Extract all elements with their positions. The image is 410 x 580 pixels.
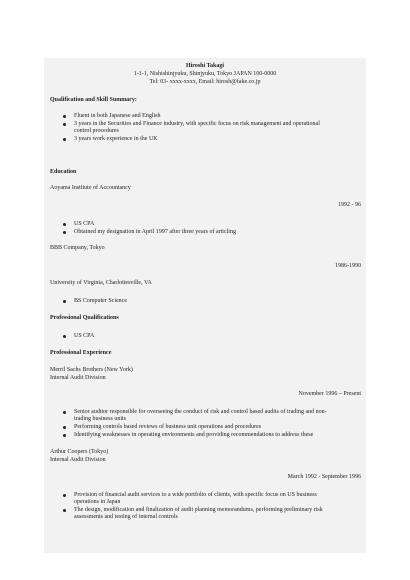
education-item: Obtained my designation in April 1997 after three years of articling [74,229,236,235]
summary-item: 3 years work experience in the UK [74,136,158,142]
job-duty: Senior auditor responsible for overseeing the conduct of risk and control based audits of trading and non-trading business units [74,409,334,423]
education-institution: Aoyama Institute of Accountancy [50,185,131,191]
education-item: BS Computer Science [74,298,127,304]
job-duty: Identifying weaknesses in operating environments and providing recommendations to address these [74,432,314,438]
qualification-item: US CPA [74,333,95,339]
summary-item: 3 years in the Securities and Finance industry, with specific focus on risk management and operational control procedures [74,121,334,135]
experience-heading: Professional Experience [50,350,112,356]
education-institution: BBB Company, Tokyo [50,245,105,251]
education-dates: 1992 - 96 [338,202,361,208]
resume-name: Hiroshi Takagi [185,63,225,69]
resume-page [44,58,366,553]
education-item: US CPA [74,221,95,227]
education-dates: 1986-1990 [335,263,361,269]
job-dates: March 1992 - September 1996 [287,474,361,480]
job-duty: The design, modification and finalization of audit planning memorandums, performing preliminary risk assessments and testing of internal controls [74,507,334,521]
summary-heading: Qualification and Skill Summary: [50,97,137,103]
job-division: Internal Audit Division [50,375,106,381]
education-institution: University of Virginia, Charlottesville, VA [50,280,152,286]
resume-contact: Tel: 03- xxxx-xxxx, Email: hirosh@fake.co.jp [149,79,261,85]
job-dates: November 1996 – Present [298,391,361,397]
education-heading: Education [50,169,77,175]
summary-item: Fluent in both Japanese and English [74,113,161,119]
job-company: Merril Sachs Brothers (New York) [50,367,133,373]
job-duty: Performing controls based reviews of business unit operations and procedures [74,424,262,430]
qualifications-heading: Professional Qualifications [50,315,119,321]
resume-address: 1-1-1, Nishishinjyuku, Shinjyuku, Tokyo JAPAN 100-0000 [133,71,277,77]
job-division: Internal Audit Division [50,457,106,463]
job-duty: Provision of financial audit services to a wide portfolio of clients, with specific focus on US business operations in Japan [74,492,334,506]
job-company: Arthur Coopers (Tokyo) [50,449,109,455]
